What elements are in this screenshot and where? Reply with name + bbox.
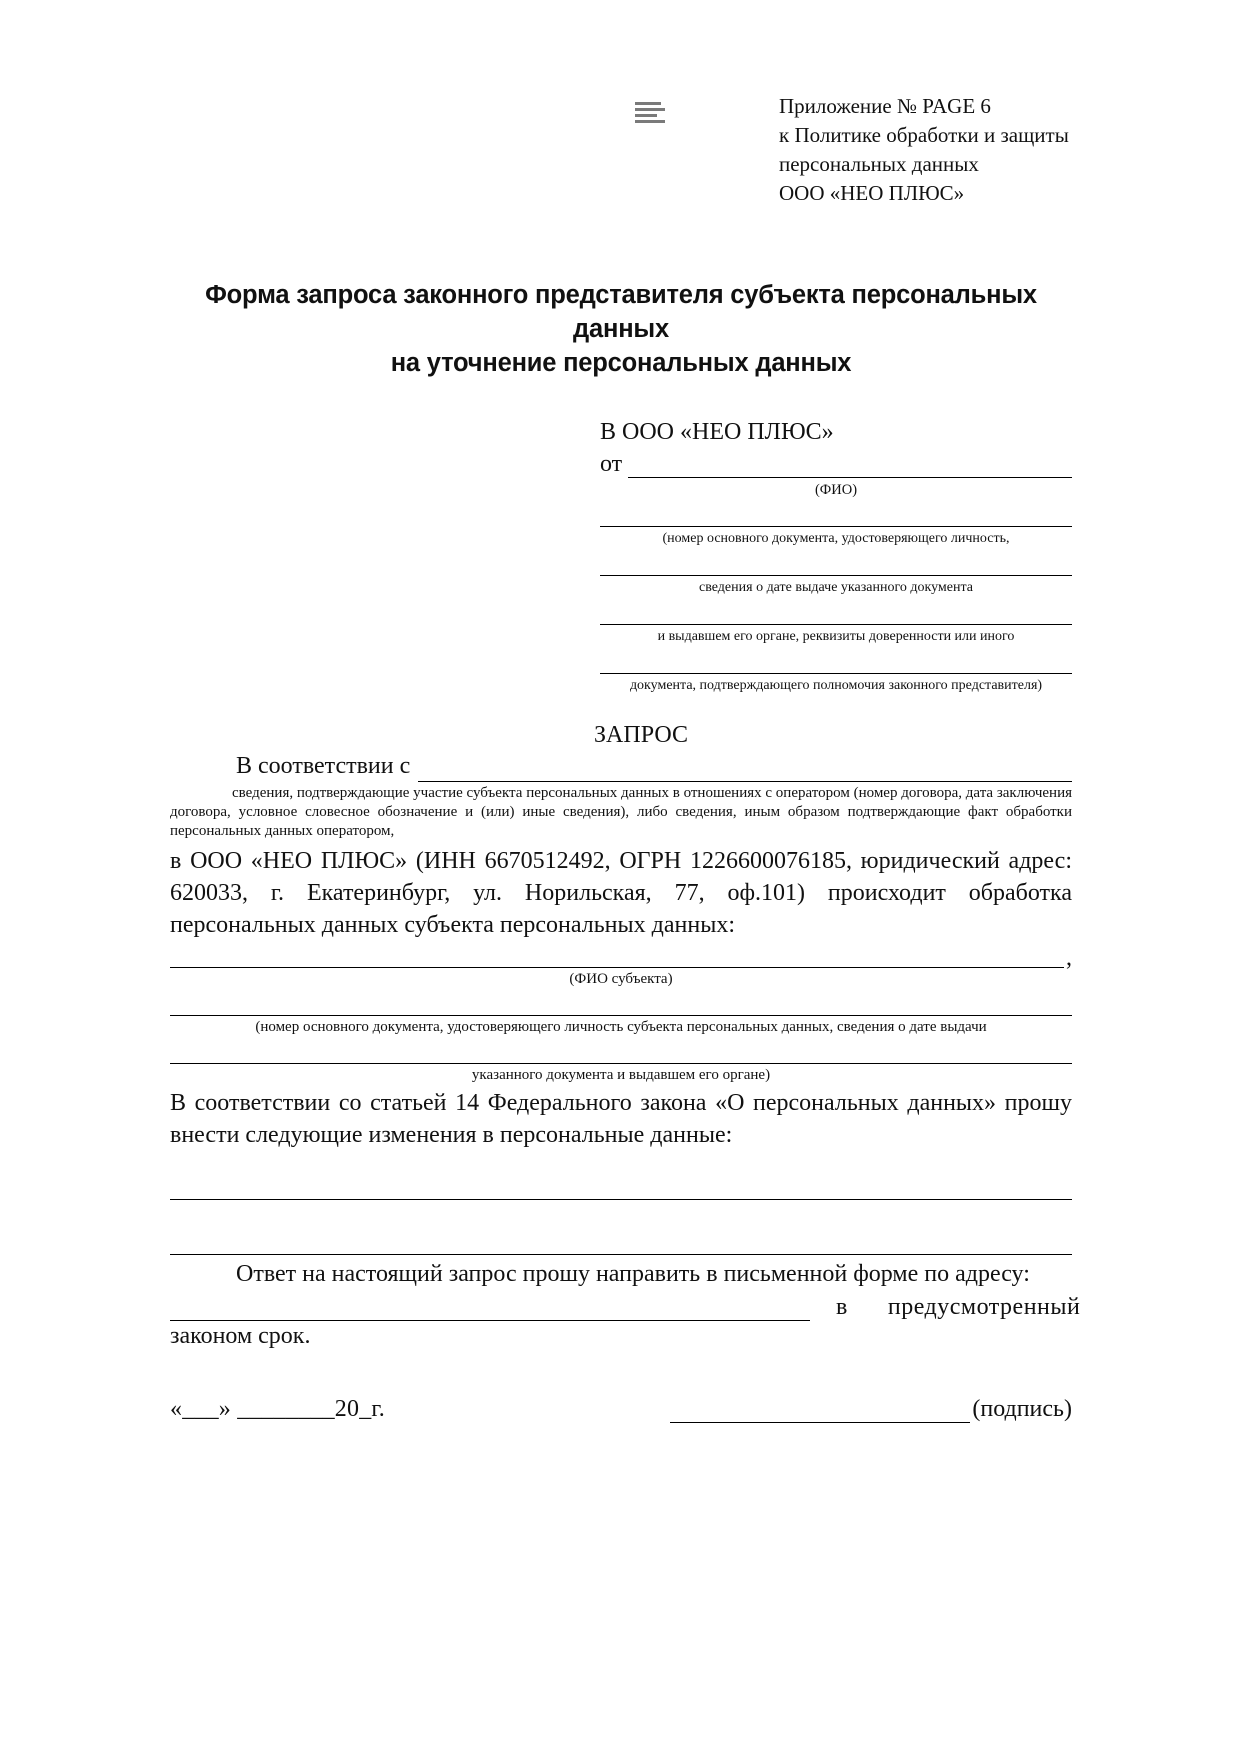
request-heading: ЗАПРОС [594, 722, 688, 748]
answer-term-text: законом срок. [170, 1323, 311, 1349]
answer-address-row [170, 1294, 1081, 1321]
answer-tail-word-2: предусмотренный [887, 1294, 1081, 1320]
subject-fio-row [170, 941, 1072, 971]
subject-document-caption-2: указанного документа и выдавшем его органе) [471, 1067, 771, 1083]
header-reference-block [779, 92, 1069, 208]
header-line-4: ООО «НЕО ПЛЮС» [779, 181, 965, 205]
from-name-input-line[interactable] [628, 455, 1072, 478]
page-title-line-1: Форма запроса законного представителя субъекта персональных данных [205, 281, 1037, 343]
fio-caption: (ФИО) [814, 482, 858, 498]
document-number-caption: (номер основного документа, удостоверяющего личность, [662, 531, 1010, 546]
header-line-1: Приложение № PAGE 6 [779, 94, 991, 118]
request-intro-row [170, 751, 1072, 782]
answer-paragraph: Ответ на настоящий запрос прошу направить в письменной форме по адресу: [236, 1261, 1030, 1287]
document-number-input-line[interactable] [600, 500, 1072, 527]
subject-fio-caption: (ФИО субъекта) [569, 971, 673, 987]
answer-tail-word-1: в [836, 1294, 848, 1320]
document-date-caption: сведения о дате выдаче указанного документа [699, 580, 973, 595]
document-header [170, 0, 1072, 208]
signature-input-line[interactable] [670, 1398, 970, 1423]
subject-document-issuer-input-line[interactable] [170, 1037, 1072, 1064]
document-issuer-caption: и выдавшем его органе, реквизиты доверенности или иного [657, 629, 1015, 644]
answer-address-tail [810, 1294, 1080, 1321]
document-lines-icon [635, 102, 695, 126]
date-placeholder[interactable]: «___» ________20_г. [170, 1396, 385, 1422]
representative-authority-input-line[interactable] [600, 647, 1072, 674]
signature-label: (подпись) [972, 1396, 1072, 1422]
representative-authority-caption: документа, подтверждающего полномочия законного представителя) [629, 678, 1043, 693]
from-field-row [600, 450, 1072, 478]
operator-paragraph: в ООО «НЕО ПЛЮС» (ИНН 6670512492, ОГРН 1226600076185, юридический адрес: 620033, г. Екатеринбург, ул. Норильская, 77, оф.101) происходит обработка персональных данных субъекта персональных данных: [170, 848, 1072, 938]
changes-input-line-2[interactable] [170, 1228, 1072, 1255]
header-line-2: к Политике обработки и защиты [779, 123, 1069, 147]
fio-caption-block [600, 480, 1072, 696]
subject-fio-input-line[interactable] [170, 941, 1064, 968]
request-basis-note [170, 784, 1072, 841]
header-line-3: персональных данных [779, 152, 979, 176]
changes-input-line-1[interactable] [170, 1173, 1072, 1200]
subject-document-caption-1: (номер основного документа, удостоверяющего личность субъекта персональных данных, сведения о дате выдачи [255, 1019, 987, 1035]
addressee-organization: В ООО «НЕО ПЛЮС» [600, 419, 834, 445]
answer-address-input-line[interactable] [170, 1294, 810, 1321]
page-title [170, 278, 1072, 380]
request-basis-input-line[interactable] [418, 759, 1072, 782]
document-issuer-input-line[interactable] [600, 598, 1072, 625]
request-basis-note-text: сведения, подтверждающие участие субъекта персональных данных в отношениях с оператором (номер договора, дата заключения договора, условное словесное обозначение и (или) иные сведения), либо сведения, иным образом подтверждающие факт обработки персональных данных оператором, [170, 785, 1072, 839]
from-label: от [600, 451, 623, 477]
document-date-input-line[interactable] [600, 549, 1072, 576]
request-intro-label: В соответствии с [236, 753, 411, 779]
signature-row [170, 1396, 1072, 1423]
subject-fio-comma: , [1066, 945, 1072, 971]
subject-document-input-line[interactable] [170, 989, 1072, 1016]
page-title-line-2: на уточнение персональных данных [390, 349, 852, 377]
law-paragraph: В соответствии со статьей 14 Федерального закона «О персональных данных» прошу внести следующие изменения в персональные данные: [170, 1090, 1072, 1148]
